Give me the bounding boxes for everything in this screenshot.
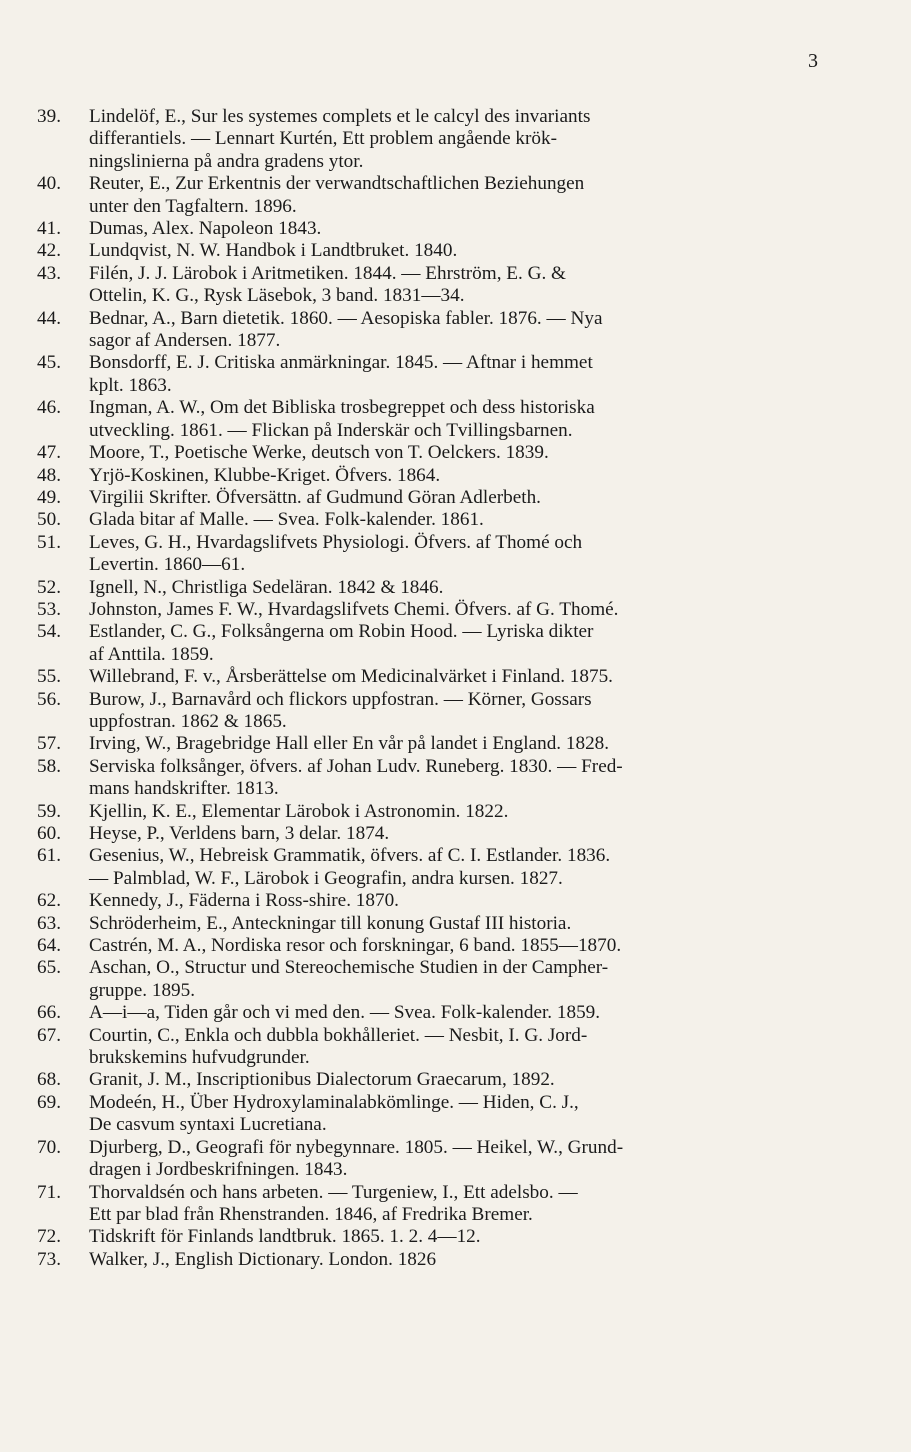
entry-text [89, 756, 851, 801]
entry-text [89, 1092, 851, 1137]
entry-text [89, 465, 851, 487]
entry-text [89, 823, 851, 845]
list-item [37, 756, 851, 801]
entry-text [89, 913, 851, 935]
entry-text [89, 218, 851, 240]
list-item [37, 935, 851, 957]
entry-line: Dumas, Alex. Napoleon 1843. [89, 218, 322, 240]
entry-number: 46. [37, 397, 61, 419]
entry-continuation-line: unter den Tagfaltern. 1896. [89, 195, 297, 217]
list-item [37, 173, 851, 218]
list-item [37, 845, 851, 890]
entry-number: 42. [37, 240, 61, 262]
list-item [37, 621, 851, 666]
list-item [37, 240, 851, 262]
entry-number: 63. [37, 912, 61, 934]
entry-line: Castrén, M. A., Nordiska resor och forskningar, 6 band. 1855—1870. [89, 935, 622, 957]
entry-number: 40. [37, 173, 61, 195]
entry-line: Filén, J. J. Lärobok i Aritmetiken. 1844. — Ehrström, E. G. & [89, 262, 566, 284]
entry-number: 44. [37, 307, 61, 329]
entry-line: Willebrand, F. v., Årsberättelse om Medicinalvärket i Finland. 1875. [89, 666, 613, 688]
page-number: 3 [808, 50, 818, 72]
entry-line: Bednar, A., Barn dietetik. 1860. — Aesopiska fabler. 1876. — Nya [89, 307, 603, 329]
entry-line: Tidskrift för Finlands landtbruk. 1865. 1. 2. 4—12. [89, 1226, 481, 1248]
entry-text [89, 845, 851, 890]
entry-continuation-line: De casvum syntaxi Lucretiana. [89, 1114, 327, 1136]
entry-line: Ignell, N., Christliga Sedeläran. 1842 & 1846. [89, 576, 444, 598]
entry-text [89, 577, 851, 599]
entry-number: 45. [37, 352, 61, 374]
entry-number: 66. [37, 1002, 61, 1024]
entry-text [89, 509, 851, 531]
entry-text [89, 1002, 851, 1024]
entry-line: Thorvaldsén och hans arbeten. — Turgeniew, I., Ett adelsbo. — [89, 1181, 578, 1203]
entry-text [89, 1137, 851, 1182]
entry-number: 48. [37, 464, 61, 486]
entry-line: Kjellin, K. E., Elementar Lärobok i Astronomin. 1822. [89, 800, 509, 822]
list-item [37, 1092, 851, 1137]
entry-continuation-line: Ett par blad från Rhenstranden. 1846, af Fredrika Bremer. [89, 1203, 533, 1225]
entry-text [89, 397, 851, 442]
entry-line: Granit, J. M., Inscriptionibus Dialectorum Graecarum, 1892. [89, 1069, 555, 1091]
entry-text [89, 240, 851, 262]
list-item [37, 1249, 851, 1271]
entry-number: 55. [37, 666, 61, 688]
entry-continuation-line: — Palmblad, W. F., Lärobok i Geografin, andra kursen. 1827. [89, 867, 563, 889]
entry-continuation-line: mans handskrifter. 1813. [89, 778, 279, 800]
list-item [37, 689, 851, 734]
entry-text [89, 1025, 851, 1070]
entry-number: 51. [37, 531, 61, 553]
entry-number: 43. [37, 262, 61, 284]
entry-continuation-line: differantiels. — Lennart Kurtén, Ett problem angående krök- [89, 128, 557, 150]
entry-number: 64. [37, 935, 61, 957]
entry-line: Heyse, P., Verldens barn, 3 delar. 1874. [89, 823, 390, 844]
entry-number: 56. [37, 688, 61, 710]
entry-text [89, 1182, 851, 1227]
list-item [37, 577, 851, 599]
entry-text [89, 442, 851, 464]
entry-line: A—i—a, Tiden går och vi med den. — Svea. Folk-kalender. 1859. [89, 1002, 601, 1024]
entry-text [89, 308, 851, 353]
list-item [37, 106, 851, 173]
entry-number: 62. [37, 890, 61, 912]
list-item [37, 801, 851, 823]
entry-text [89, 621, 851, 666]
entry-line: Walker, J., English Dictionary. London. 1826 [89, 1248, 437, 1270]
entry-number: 68. [37, 1069, 61, 1091]
entry-number: 71. [37, 1181, 61, 1203]
entry-text [89, 935, 851, 957]
entry-number: 61. [37, 845, 61, 867]
entry-continuation-line: brukskemins hufvudgrunder. [89, 1047, 310, 1069]
entry-line: Ingman, A. W., Om det Bibliska trosbegreppet och dess historiska [89, 397, 595, 419]
entry-line: Serviska folksånger, öfvers. af Johan Ludv. Runeberg. 1830. — Fred- [89, 755, 623, 777]
entry-line: Leves, G. H., Hvardagslifvets Physiologi. Öfvers. af Thomé och [89, 531, 583, 553]
entry-continuation-line: gruppe. 1895. [89, 979, 196, 1001]
entry-continuation-line: utveckling. 1861. — Flickan på Inderskär och Tvillingsbarnen. [89, 419, 573, 441]
entry-text [89, 263, 851, 308]
entry-continuation-line: dragen i Jordbeskrifningen. 1843. [89, 1159, 348, 1181]
entry-continuation-line: Ottelin, K. G., Rysk Läsebok, 3 band. 1831—34. [89, 285, 465, 307]
list-item [37, 599, 851, 621]
entry-list [37, 106, 851, 1271]
entry-number: 54. [37, 621, 61, 643]
entry-text [89, 890, 851, 912]
entry-text [89, 532, 851, 577]
entry-line: Lundqvist, N. W. Handbok i Landtbruket. 1840. [89, 240, 458, 262]
list-item [37, 487, 851, 509]
entry-line: Bonsdorff, E. J. Critiska anmärkningar. 1845. — Aftnar i hemmet [89, 352, 593, 374]
list-item [37, 397, 851, 442]
list-item [37, 509, 851, 531]
list-item [37, 1069, 851, 1091]
list-item [37, 352, 851, 397]
list-item [37, 823, 851, 845]
entry-line: Aschan, O., Structur und Stereochemische Studien in der Campher- [89, 957, 609, 979]
list-item [37, 957, 851, 1002]
list-item [37, 218, 851, 240]
entry-number: 53. [37, 598, 61, 620]
entry-text [89, 801, 851, 823]
list-item [37, 1182, 851, 1227]
entry-line: Virgilii Skrifter. Öfversättn. af Gudmund Göran Adlerbeth. [89, 486, 541, 508]
entry-text [89, 106, 851, 173]
list-item [37, 890, 851, 912]
entry-continuation-line: sagor af Andersen. 1877. [89, 330, 281, 352]
entry-number: 59. [37, 800, 61, 822]
entry-text [89, 1226, 851, 1248]
entry-line: Gesenius, W., Hebreisk Grammatik, öfvers. af C. I. Estlander. 1836. [89, 845, 611, 867]
list-item [37, 733, 851, 755]
entry-text [89, 487, 851, 509]
list-item [37, 1025, 851, 1070]
entry-number: 70. [37, 1136, 61, 1158]
entry-continuation-line: ningslinierna på andra gradens ytor. [89, 150, 364, 172]
entry-number: 60. [37, 823, 61, 844]
entry-line: Glada bitar af Malle. — Svea. Folk-kalender. 1861. [89, 509, 484, 531]
entry-line: Kennedy, J., Fäderna i Ross-shire. 1870. [89, 890, 399, 912]
entry-text [89, 957, 851, 1002]
entry-line: Reuter, E., Zur Erkentnis der verwandtschaftlichen Beziehungen [89, 173, 585, 195]
entry-text [89, 173, 851, 218]
entry-line: Moore, T., Poetische Werke, deutsch von T. Oelckers. 1839. [89, 442, 549, 464]
entry-number: 41. [37, 218, 61, 240]
list-item [37, 1226, 851, 1248]
entry-text [89, 1069, 851, 1091]
entry-continuation-line: af Anttila. 1859. [89, 643, 214, 665]
entry-number: 57. [37, 733, 61, 755]
entry-text [89, 352, 851, 397]
entry-number: 47. [37, 442, 61, 464]
entry-continuation-line: Levertin. 1860—61. [89, 554, 246, 576]
entry-number: 58. [37, 755, 61, 777]
entry-number: 72. [37, 1226, 61, 1248]
entry-number: 69. [37, 1091, 61, 1113]
entry-line: Johnston, James F. W., Hvardagslifvets Chemi. Öfvers. af G. Thomé. [89, 598, 619, 620]
entry-number: 65. [37, 957, 61, 979]
entry-text [89, 1249, 851, 1271]
list-item [37, 666, 851, 688]
entry-line: Burow, J., Barnavård och flickors uppfostran. — Körner, Gossars [89, 688, 592, 710]
entry-number: 73. [37, 1248, 61, 1270]
entry-text [89, 666, 851, 688]
entry-text [89, 689, 851, 734]
list-item [37, 532, 851, 577]
list-item [37, 442, 851, 464]
list-item [37, 913, 851, 935]
entry-text [89, 599, 851, 621]
entry-text [89, 733, 851, 755]
entry-number: 67. [37, 1024, 61, 1046]
entry-line: Courtin, C., Enkla och dubbla bokhålleriet. — Nesbit, I. G. Jord- [89, 1024, 588, 1046]
entry-continuation-line: kplt. 1863. [89, 374, 172, 396]
entry-line: Djurberg, D., Geografi för nybegynnare. 1805. — Heikel, W., Grund- [89, 1136, 624, 1158]
entry-line: Modeén, H., Über Hydroxylaminalabkömlinge. — Hiden, C. J., [89, 1091, 579, 1113]
list-item [37, 1002, 851, 1024]
entry-line: Estlander, C. G., Folksångerna om Robin Hood. — Lyriska dikter [89, 621, 594, 643]
entry-line: Lindelöf, E., Sur les systemes complets et le calcyl des invariants [89, 106, 591, 127]
entry-line: Yrjö-Koskinen, Klubbe-Kriget. Öfvers. 1864. [89, 464, 441, 486]
list-item [37, 1137, 851, 1182]
list-item [37, 465, 851, 487]
entry-number: 52. [37, 576, 61, 598]
entry-continuation-line: uppfostran. 1862 & 1865. [89, 710, 287, 732]
entry-line: Irving, W., Bragebridge Hall eller En vår på landet i England. 1828. [89, 733, 610, 755]
list-item [37, 308, 851, 353]
entry-number: 50. [37, 509, 61, 531]
entry-number: 49. [37, 486, 61, 508]
entry-number: 39. [37, 106, 61, 127]
entry-line: Schröderheim, E., Anteckningar till konung Gustaf III historia. [89, 912, 572, 934]
list-item [37, 263, 851, 308]
